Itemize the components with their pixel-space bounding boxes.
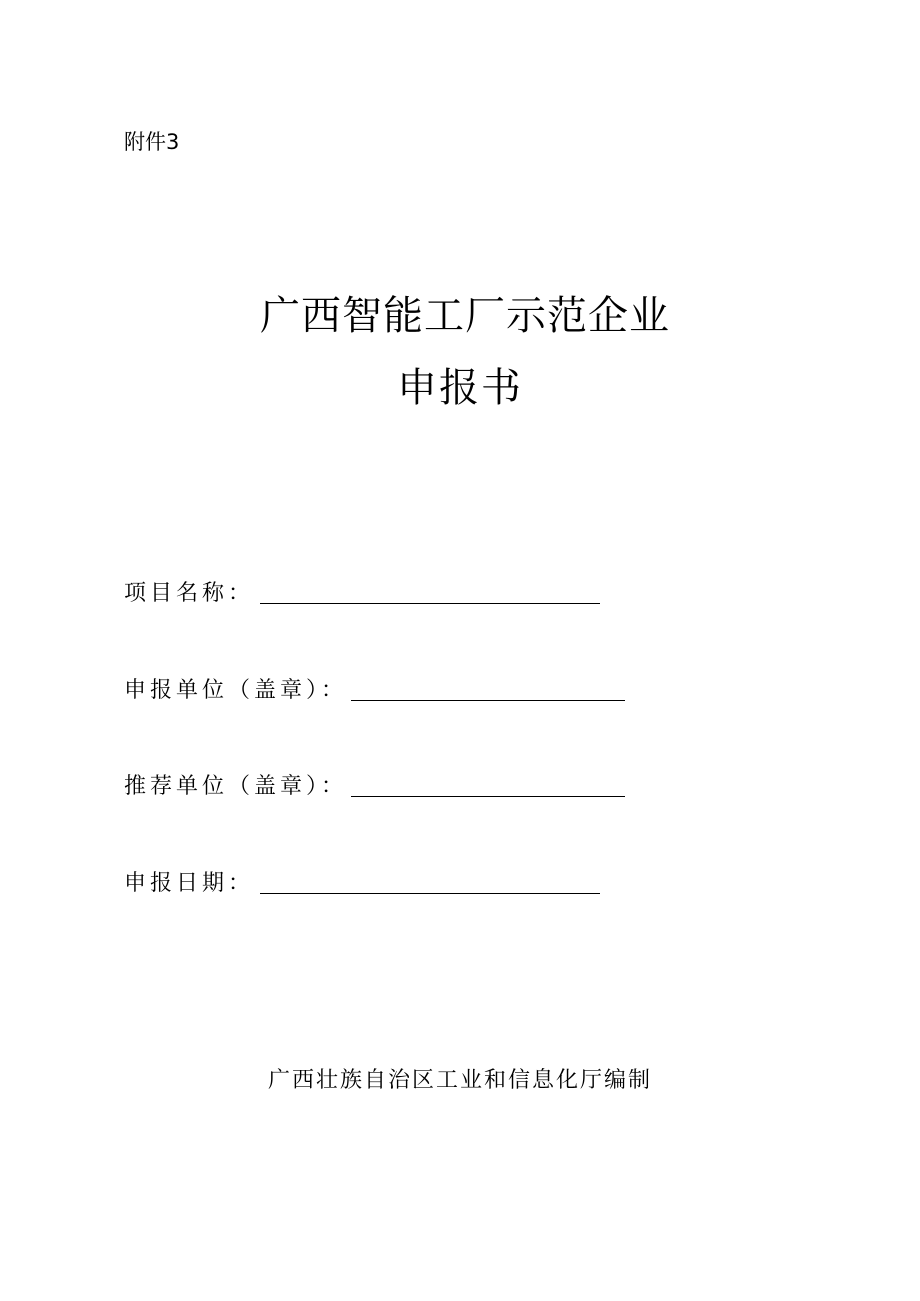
applicant-field: [124, 673, 625, 704]
title-line-1: 广西智能工厂示范企业: [260, 293, 670, 339]
recommender-blank-line[interactable]: [351, 795, 625, 797]
project-name-blank-line[interactable]: [260, 602, 600, 604]
apply-date-field: [124, 866, 600, 897]
issuer-footer: 广西壮族自治区工业和信息化厅编制: [267, 1068, 652, 1093]
attachment-label: 附件3: [124, 130, 180, 154]
applicant-blank-line[interactable]: [351, 699, 625, 701]
apply-date-blank-line[interactable]: [260, 892, 600, 894]
project-name-field: [124, 576, 600, 607]
applicant-label: 申报单位（盖章）：: [124, 678, 348, 703]
recommender-label: 推荐单位（盖章）：: [124, 774, 348, 799]
apply-date-label: 申报日期：: [124, 871, 255, 896]
title-line-2: 申报书: [397, 365, 523, 411]
project-name-label: 项目名称：: [124, 581, 255, 606]
recommender-field: [124, 769, 625, 800]
document-title: [0, 288, 920, 416]
